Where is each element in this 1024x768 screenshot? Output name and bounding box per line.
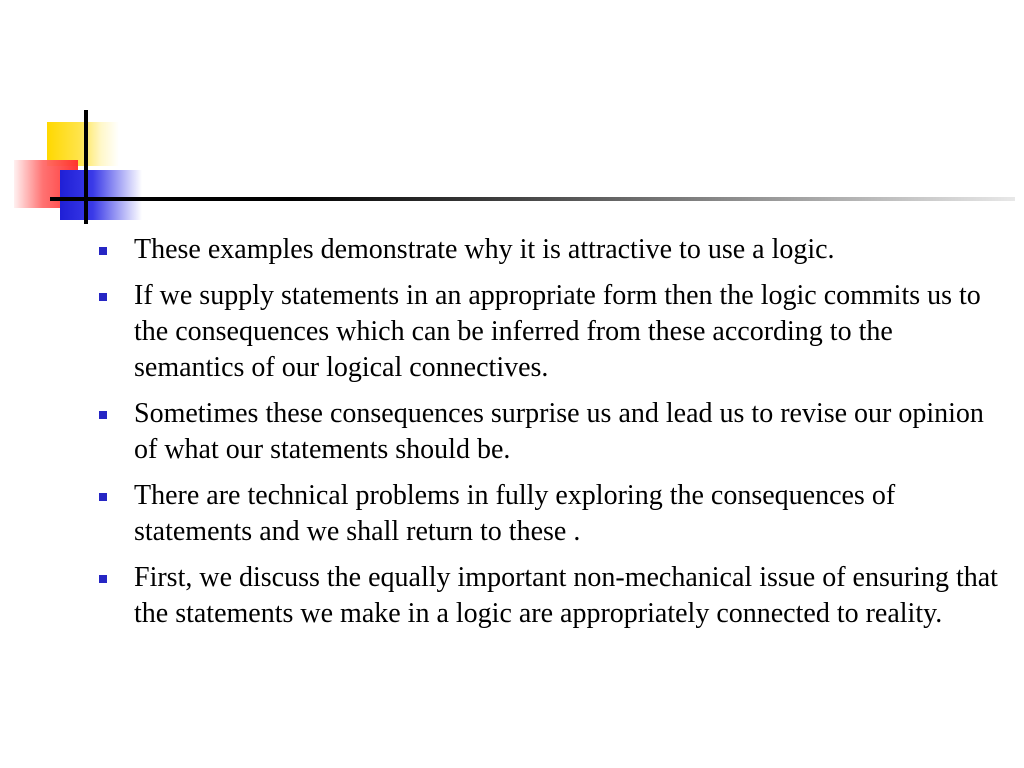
bullet-item <box>0 232 1024 268</box>
bullet-text: There are technical problems in fully exploring the consequences of statements and we shall return to these . <box>134 480 896 547</box>
bullet-square-icon <box>99 293 107 301</box>
bullet-text: Sometimes these consequences surprise us and lead us to revise our opinion of what our statements should be. <box>134 398 984 465</box>
bullet-square-icon <box>99 575 107 583</box>
bullet-text: These examples demonstrate why it is attractive to use a logic. <box>134 234 835 265</box>
bullet-item <box>0 560 1024 632</box>
bullet-square-icon <box>99 411 107 419</box>
bullet-item <box>0 278 1024 386</box>
title-divider-line <box>50 197 1015 201</box>
decorative-vertical-line <box>84 110 88 224</box>
bullet-text: If we supply statements in an appropriate form then the logic commits us to the consequences which can be inferred from these according to the semantics of our logical connectives. <box>134 280 981 383</box>
bullet-square-icon <box>99 247 107 255</box>
bullet-list <box>0 232 1024 642</box>
decorative-blue-square <box>60 170 142 220</box>
bullet-item <box>0 478 1024 550</box>
bullet-item <box>0 396 1024 468</box>
bullet-square-icon <box>99 493 107 501</box>
bullet-text: First, we discuss the equally important non-mechanical issue of ensuring that the statements we make in a logic are appropriately connected to reality. <box>134 562 998 629</box>
